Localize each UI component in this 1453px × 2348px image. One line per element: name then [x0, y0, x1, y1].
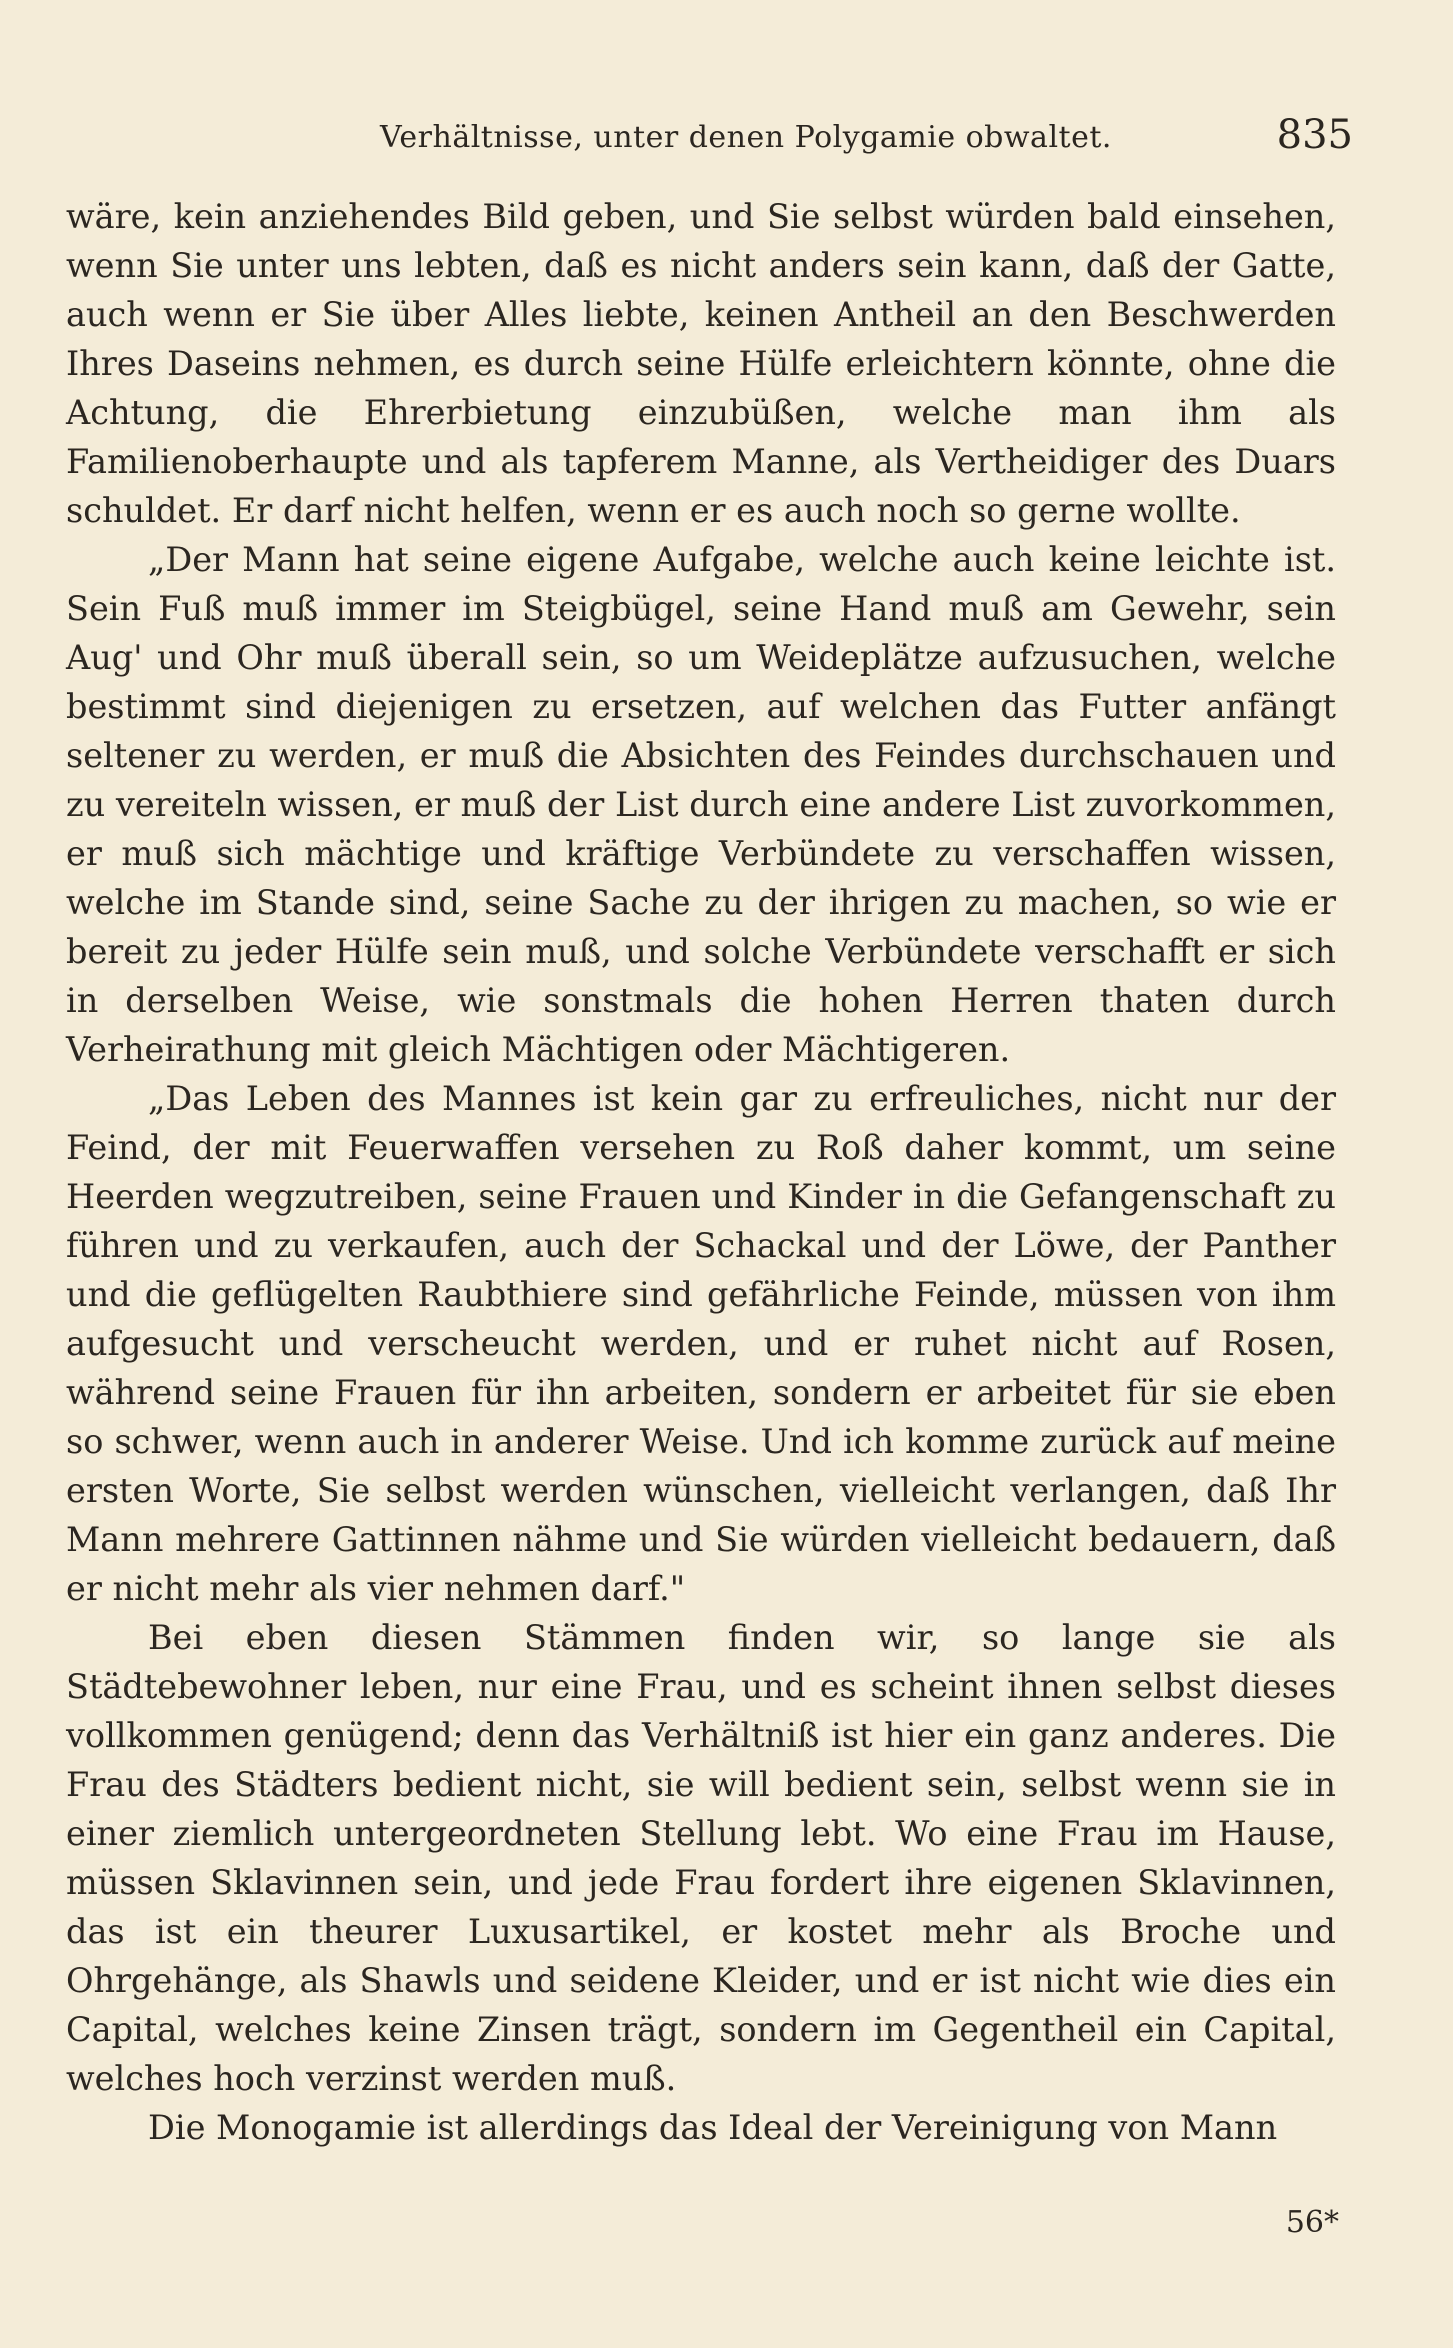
page-header — [380, 108, 1353, 168]
running-title: Verhältnisse, unter denen Polygamie obwaltet. — [380, 120, 1112, 155]
paragraph-5: Die Monogamie ist allerdings das Ideal der Vereinigung von Mann — [148, 2108, 1278, 2147]
page-number: 835 — [1276, 112, 1353, 158]
paragraph-2: „Der Mann hat seine eigene Aufgabe, welche auch keine leichte ist. Sein Fuß muß immer im Steigbügel, seine Hand muß am Gewehr, sein Aug' und Ohr muß überall sein, so um Weideplätze aufzusuchen, welche bestimmt sind diejenigen zu ersetzen, auf welchen das Futter anfängt seltener zu werden, er muß die Absichten des Feindes durchschauen und zu vereiteln wissen, er muß der List durch eine andere List zuvorkommen, er muß sich mächtige und kräftige Verbündete zu verschaffen wissen, welche im Stande sind, seine Sache zu der ihrigen zu machen, so wie er bereit zu jeder Hülfe sein muß, und solche Verbündete verschafft er sich in derselben Weise, wie sonstmals die hohen Herren thaten durch Verheirathung mit gleich Mächtigen oder Mächtigeren. — [66, 540, 1336, 1069]
paragraph-1: wäre, kein anziehendes Bild geben, und Sie selbst würden bald einsehen, wenn Sie unter uns lebten, daß es nicht anders sein kann, daß der Gatte, auch wenn er Sie über Alles liebte, keinen Antheil an den Beschwerden Ihres Daseins nehmen, es durch seine Hülfe erleichtern könnte, ohne die Achtung, die Ehrerbietung einzubüßen, welche man ihm als Familienoberhaupte und als tapferem Manne, als Vertheidiger des Duars schuldet. Er darf nicht helfen, wenn er es auch noch so gerne wollte. — [66, 197, 1336, 530]
paragraph-4: Bei eben diesen Stämmen finden wir, so lange sie als Städtebewohner leben, nur eine Frau, und es scheint ihnen selbst dieses vollkommen genügend; denn das Verhältniß ist hier ein ganz anderes. Die Frau des Städters bedient nicht, sie will bedient sein, selbst wenn sie in einer ziemlich untergeordneten Stellung lebt. Wo eine Frau im Hause, müssen Sklavinnen sein, und jede Frau fordert ihre eigenen Sklavinnen, das ist ein theurer Luxusartikel, er kostet mehr als Broche und Ohrgehänge, als Shawls und seidene Kleider, und er ist nicht wie dies ein Capital, welches keine Zinsen trägt, sondern im Gegentheil ein Capital, welches hoch verzinst werden muß. — [66, 1618, 1336, 2098]
paragraph-3: „Das Leben des Mannes ist kein gar zu erfreuliches, nicht nur der Feind, der mit Feuerwaffen versehen zu Roß daher kommt, um seine Heerden wegzutreiben, seine Frauen und Kinder in die Gefangenschaft zu führen und zu verkaufen, auch der Schackal und der Löwe, der Panther und die geflügelten Raubthiere sind gefährliche Feinde, müssen von ihm aufgesucht und verscheucht werden, und er ruhet nicht auf Rosen, während seine Frauen für ihn arbeiten, sondern er arbeitet für sie eben so schwer, wenn auch in anderer Weise. Und ich komme zurück auf meine ersten Worte, Sie selbst werden wünschen, vielleicht verlangen, daß Ihr Mann mehrere Gattinnen nähme und Sie würden vielleicht bedauern, daß er nicht mehr als vier nehmen darf." — [66, 1079, 1336, 1608]
printer-signature: 56* — [1285, 2205, 1339, 2240]
body-text — [66, 192, 1336, 2152]
